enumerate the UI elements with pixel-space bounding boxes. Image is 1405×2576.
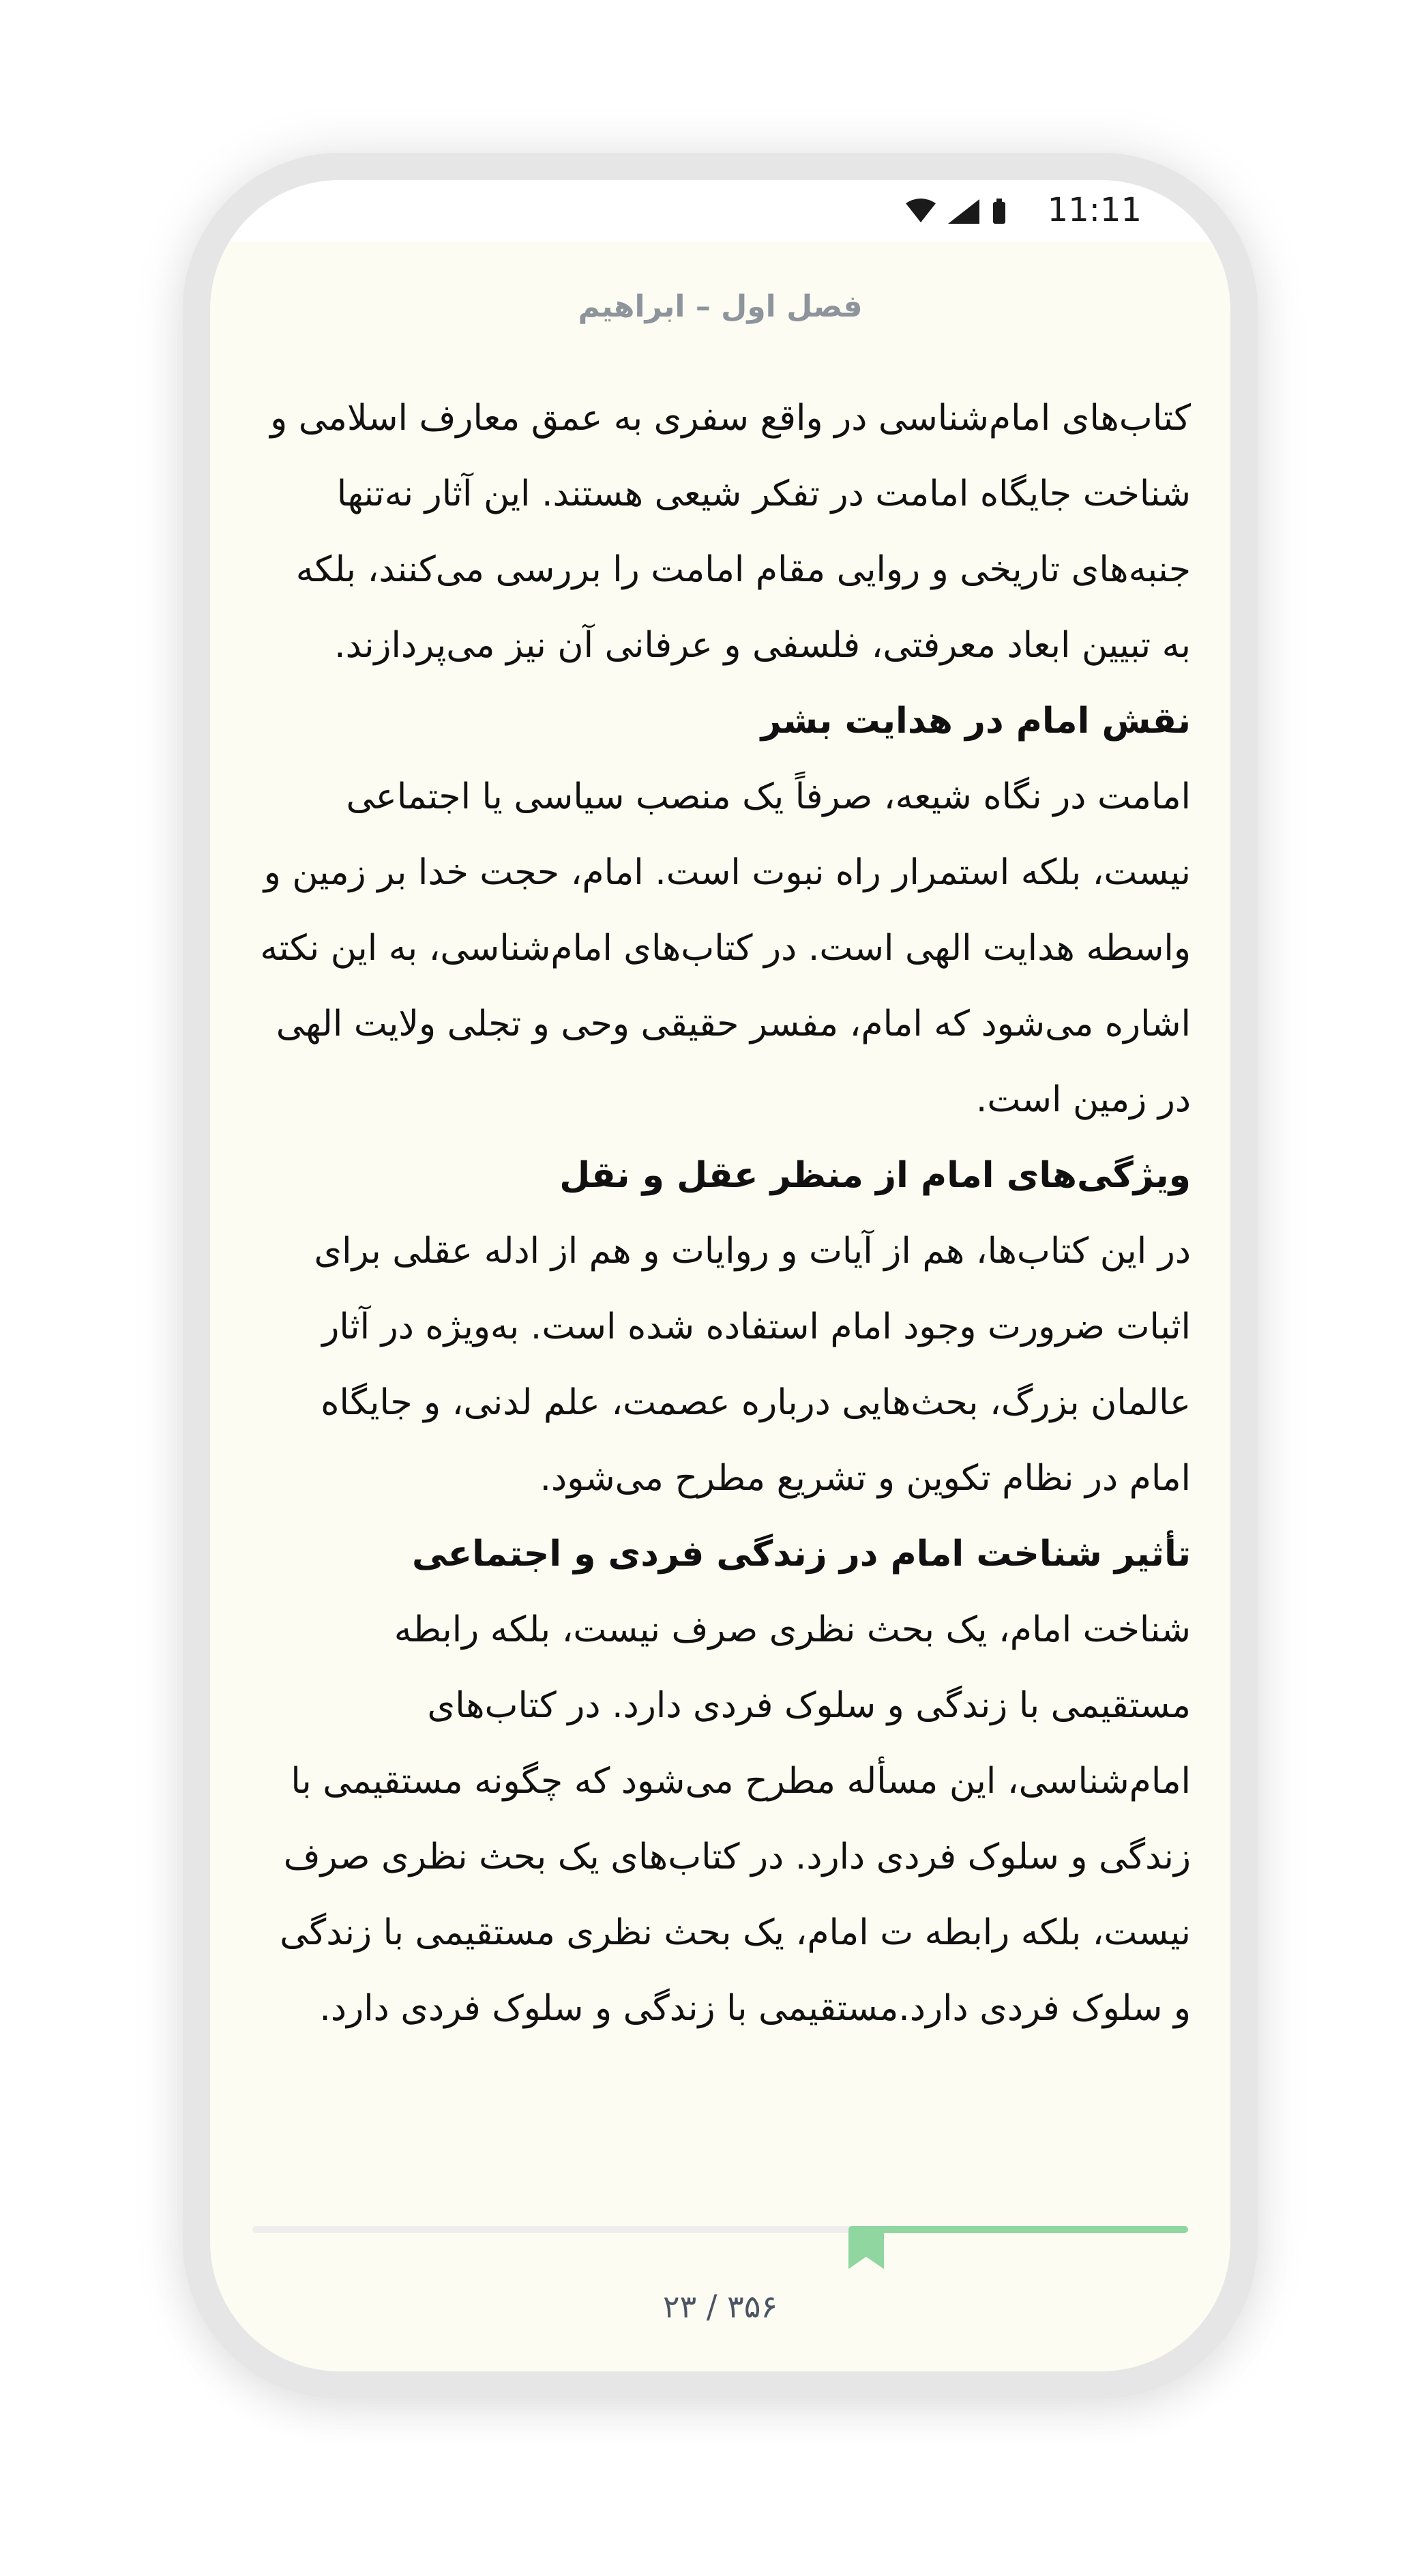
book-content[interactable]: [258, 381, 1191, 2047]
paragraph: در این کتاب‌ها، هم از آیات و روایات و هم از ادله عقلی برای اثبات ضرورت وجود امام استفاده شده است. به‌ویژه در آثار عالمان بزرگ، بحث‌هایی درباره عصمت، علم لدنی، و جایگاه امام در نظام تکوین و تشریع مطرح می‌شود.: [314, 1231, 1191, 1499]
battery-icon: [993, 202, 1005, 224]
section-heading: ویژگی‌های امام از منظر عقل و نقل: [559, 1155, 1191, 1196]
status-time: 11:11: [1047, 191, 1142, 229]
reader-screen: [210, 180, 1230, 2371]
signal-icon: [948, 199, 979, 224]
chapter-title[interactable]: فصل اول – ابراهیم: [578, 289, 863, 324]
paragraph: کتاب‌های امام‌شناسی در واقع سفری به عمق معارف اسلامی و شناخت جایگاه امامت در تفکر شیعی هستند. این آثار نه‌تنها جنبه‌های تاریخی و روایی مقام امامت را بررسی می‌کنند، بلکه به تبیین ابعاد معرفتی، فلسفی و عرفانی آن نیز می‌پردازند.: [270, 398, 1191, 666]
status-bar: [210, 180, 1230, 241]
section-heading: تأثیر شناخت امام در زندگی فردی و اجتماعی: [411, 1534, 1191, 1575]
progress-fill: [848, 2226, 1188, 2233]
paragraph: شناخت امام، یک بحث نظری صرف نیست، بلکه رابطه مستقیمی با زندگی و سلوک فردی دارد. در کتاب‌های امام‌شناسی، این مسأله مطرح می‌شود که چگونه مستقیمی با زندگی و سلوک فردی دارد. در کتاب‌های یک بحث نظری صرف نیست، بلکه رابطه ت امام، یک بحث نظری مستقیمی با زندگی و سلوک فردی دارد.مستقیمی با زندگی و سلوک فردی دارد.: [280, 1609, 1191, 2029]
reading-progress-bar[interactable]: [252, 2226, 1188, 2233]
wifi-icon: [906, 199, 936, 222]
page-number: ۳۵۶ / ۲۳: [662, 2288, 778, 2325]
section-heading: نقش امام در هدایت بشر: [760, 701, 1191, 742]
bookmark-icon[interactable]: [848, 2231, 884, 2269]
paragraph: امامت در نگاه شیعه، صرفاً یک منصب سیاسی یا اجتماعی نیست، بلکه استمرار راه نبوت است. امام، حجت خدا بر زمین و واسطه هدایت الهی است. در کتاب‌های امام‌شناسی، به این نکته اشاره می‌شود که امام، مفسر حقیقی وحی و تجلی ولایت الهی در زمین است.: [260, 776, 1191, 1120]
status-icons: [903, 196, 1033, 226]
